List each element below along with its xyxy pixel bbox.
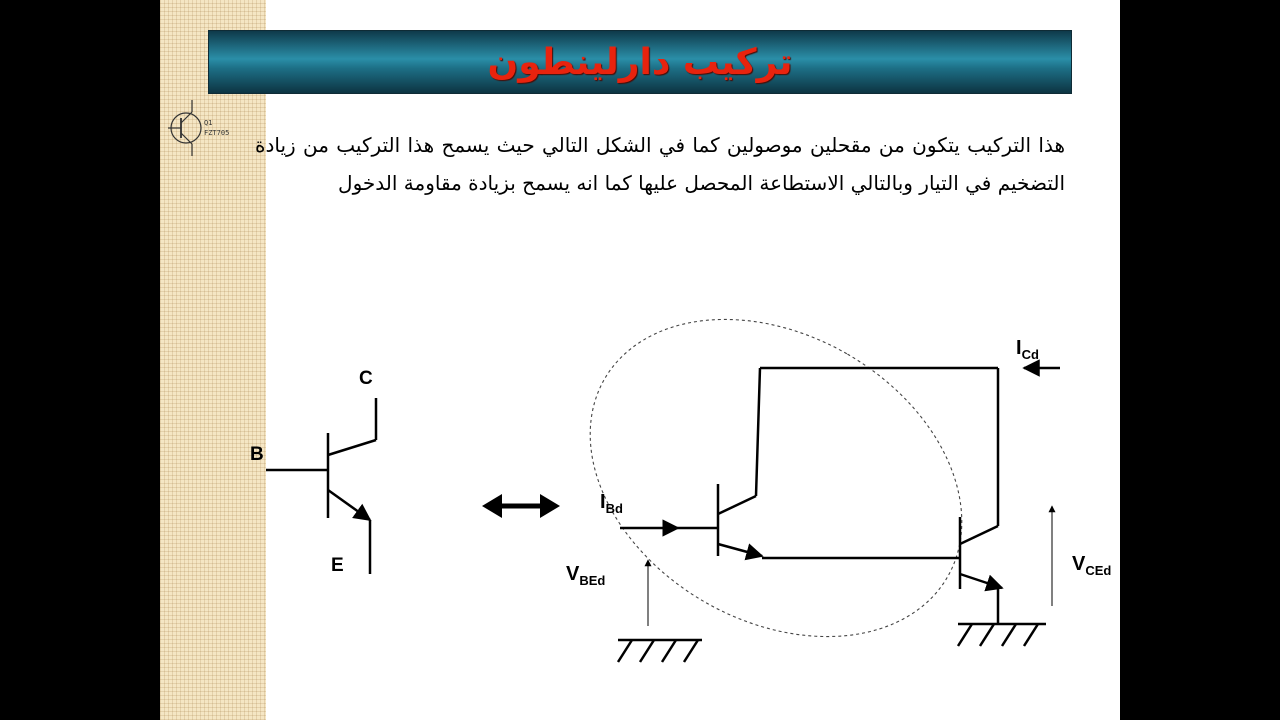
logo-label-part: FZT705 [204, 129, 230, 137]
slide-title: تركيب دارلينطون [487, 41, 793, 83]
collector-emitter-voltage-label: $V_{CEd}$ [1072, 553, 1112, 578]
base-label: B [250, 444, 264, 465]
darlington-circuit [618, 368, 1060, 662]
equivalence-arrow-icon [482, 494, 560, 518]
emitter-label: E [331, 555, 344, 576]
collector-label: C [359, 368, 373, 389]
single-transistor-symbol [266, 398, 376, 574]
slide [160, 0, 1120, 720]
transistor-logo-icon [168, 100, 229, 156]
base-emitter-voltage-label: $V_{BEd}$ [566, 563, 606, 588]
darlington-group-outline [533, 255, 1019, 701]
circuit-diagram [160, 0, 1120, 720]
body-paragraph: هذا التركيب يتكون من مقحلين موصولين كما في الشكل التالي حيث يسمح هذا التركيب من زيادة التضخيم في التيار وبالتالي الاستطاعة المحصل عليها كما انه يسمح بزيادة مقاومة الدخول [255, 133, 1065, 195]
base-current-label: $I_{Bd}$ [600, 491, 623, 516]
logo-label-q1: Q1 [204, 119, 213, 127]
collector-current-label: $I_{Cd}$ [1016, 337, 1039, 362]
